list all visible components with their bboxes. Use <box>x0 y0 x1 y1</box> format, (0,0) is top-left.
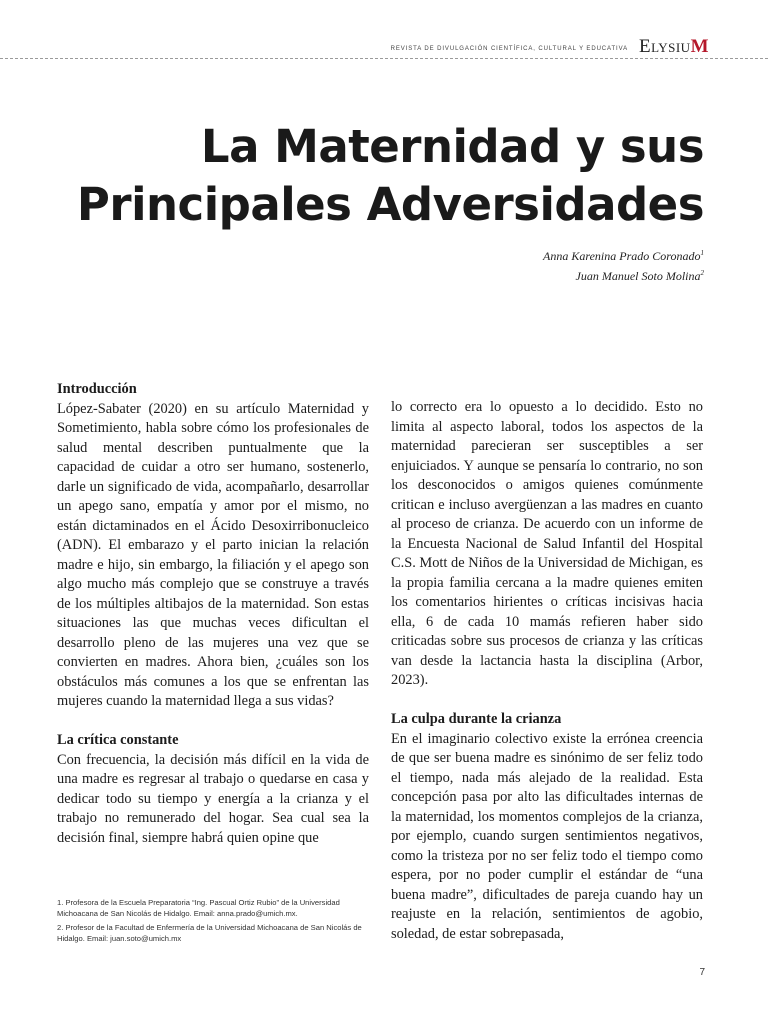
journal-name: REVISTA DE DIVULGACIÓN CIENTÍFICA, CULTURAL Y EDUCATIVA <box>390 46 628 52</box>
section-heading-introduccion: Introducción <box>57 381 137 397</box>
author-list <box>543 245 704 285</box>
author-1: Anna Karenina Prado Coronado$^1$ <box>543 249 704 263</box>
left-column <box>57 380 369 848</box>
right-column <box>391 398 703 944</box>
logo-text: Elysiu <box>638 36 691 57</box>
paragraph-introduccion: López-Sabater (2020) en su artículo Maternidad y Sometimiento, habla sobre cómo los profesionales de salud mental describen puntualmente que la capacidad de cuidar a otro ser humano, sostenerlo, darle un significado de vida, acompañarlo, desarrollar un apego sano, empatía y amor por el mismo, no están dictaminados en el Ácido Desoxirribonucleico (ADN). El embarazo y el parto inician la relación madre e hijo, sin embargo, la filiación y el apego son algo mucho más complejo que se construye a través de los múltiples altibajos de la maternidad. Son estas situaciones las que muchas veces dificultan el desarrollo pleno de las mujeres una vez que se convierten en madres. Ahora bien, ¿cuáles son los obstáculos más comunes a los que se enfrentan las mujeres cuando la maternidad llega a sus vidas? <box>57 400 369 709</box>
title-line-1: La Maternidad y sus <box>200 120 704 173</box>
footnote-1: 1. Profesora de la Escuela Preparatoria “Ing. Pascual Ortiz Rubio” de la Universidad Michoacana de San Nicolás de Hidalgo. Email: anna.prado@umich.mx. <box>57 898 340 918</box>
paragraph-critica: Con frecuencia, la decisión más difícil en la vida de una madre es regresar al trabajo o quedarse en casa y dedicar todo su tiempo y energía a la crianza y el trabajo no remunerado del hogar. Sea cual sea la decisión final, siempre habrá quien opine que <box>57 751 369 846</box>
header-divider <box>0 58 768 59</box>
section-heading-critica: La crítica constante <box>57 732 179 748</box>
paragraph-culpa: En el imaginario colectivo existe la errónea creencia de que ser buena madre es sinónimo de ser feliz todo el tiempo, nada más alejado de la realidad. Esta concepción pasa por alto las dificultades internas de la maternidad, los momentos complejos de la crianza, por ejemplo, cuando surgen sentimientos negativos, como la tristeza por no ser feliz todo el tiempo como espera, por no poder cumplir el estándar de “una buena madre”, dificultades de pareja cuando hay un reajuste en la relación, sentimientos de agobio, soledad, de estar sobrepasada, <box>391 730 703 942</box>
title-line-2: Principales Adversidades <box>76 178 704 231</box>
journal-logo <box>639 36 709 58</box>
logo-accent: M <box>690 36 709 57</box>
page-number: 7 <box>699 967 705 978</box>
footnotes <box>57 897 369 947</box>
footnote-2: 2. Profesor de la Facultad de Enfermería de la Universidad Michoacana de San Nicolás de Hidalgo. Email: juan.soto@umich.mx <box>57 923 362 943</box>
section-heading-culpa: La culpa durante la crianza <box>391 711 562 727</box>
paragraph-critica-continued: lo correcto era lo opuesto a lo decidido. Esto no limita al aspecto laboral, todos los aspectos de la maternidad parecieran ser susceptibles a ser enjuiciados. Y aunque se pensaría lo contrario, no son los desconocidos o amigos quienes comúnmente critican e incluso avergüenzan a las madres en cuanto al proceso de crianza. De acuerdo con un informe de la Encuesta Nacional de Salud Infantil del Hospital C.S. Mott de Niños de la Universidad de Michigan, es la propia familia cercana a la madre quienes emiten los comentarios hirientes o críticas incisivas hacia ella, 6 de cada 10 mamás refieren haber sido criticadas sobre sus procesos de crianza y las críticas van desde la lactancia hasta la disciplina (Arbor, 2023). <box>391 399 703 688</box>
author-2: Juan Manuel Soto Molina$^2$ <box>575 269 704 283</box>
article-title <box>64 118 704 234</box>
